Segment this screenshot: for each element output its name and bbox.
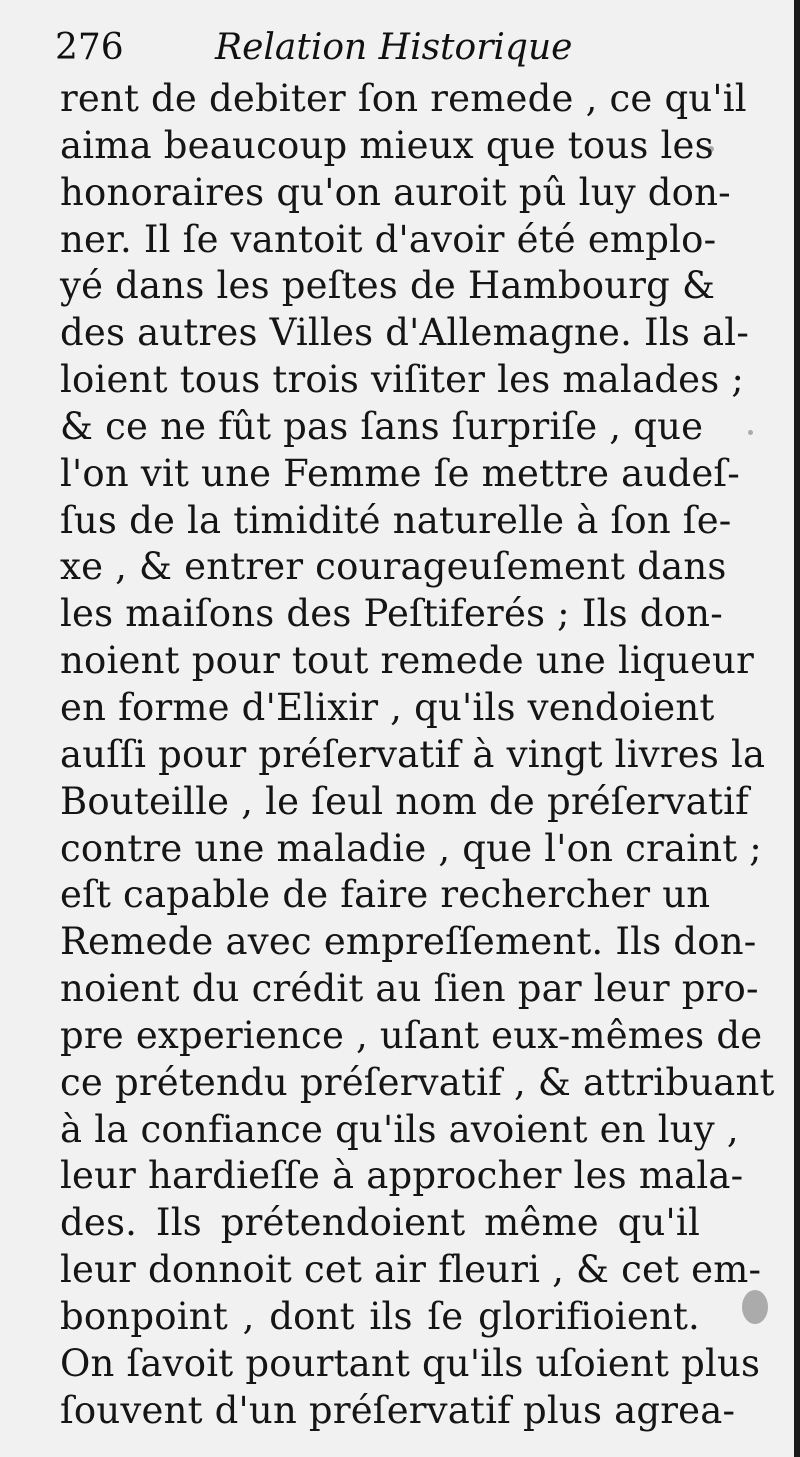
text-line: pre experience , uſant eux-mêmes de — [60, 1013, 763, 1057]
text-line: leur donnoit cet air fleuri , & cet em- — [60, 1248, 762, 1292]
page-header — [55, 24, 715, 84]
text-line: des autres Villes d'Allemagne. Ils al- — [60, 311, 750, 355]
text-line: ner. Il ſe vantoit d'avoir été emplo- — [60, 217, 717, 261]
text-line: Bouteille , le ſeul nom de préſervatif — [60, 779, 750, 823]
text-line: On ſavoit pourtant qu'ils uſoient plus — [60, 1341, 761, 1385]
text-line: en forme d'Elixir , qu'ils vendoient — [60, 685, 715, 729]
page-number: 276 — [55, 27, 124, 68]
body-text — [60, 76, 775, 1434]
paper-speck — [708, 146, 714, 152]
text-line: à la confiance qu'ils avoient en luy , — [60, 1107, 739, 1151]
text-line: leur hardieſſe à approcher les mala- — [60, 1154, 744, 1198]
text-line: yé dans les peſtes de Hambourg & — [60, 264, 716, 308]
text-line: eſt capable de faire rechercher un — [60, 873, 711, 917]
text-line: ce prétendu préſervatif , & attribuant — [60, 1060, 775, 1104]
text-line: loient tous trois viſiter les malades ; — [60, 358, 745, 402]
text-line: des. Ils prétendoient même qu'il — [60, 1201, 700, 1245]
text-line: xe , & entrer courageuſement dans — [60, 545, 727, 589]
paper-speck — [748, 430, 753, 435]
text-line: contre une maladie , que l'on craint ; — [60, 826, 762, 870]
text-line: auſſi pour préſervatif à vingt livres la — [60, 732, 766, 776]
text-line: les maiſons des Peſtiferés ; Ils don- — [60, 592, 723, 636]
text-line: noient du crédit au ſien par leur pro- — [60, 967, 759, 1011]
text-line: Remede avec empreſſement. Ils don- — [60, 920, 757, 964]
text-line: noient pour tout remede une liqueur — [60, 639, 754, 683]
text-line: & ce ne fût pas ſans ſurpriſe , que — [60, 404, 704, 448]
text-line: ſouvent d'un préſervatif plus agrea- — [60, 1388, 736, 1432]
text-line: ſus de la timidité naturelle à ſon ſe- — [60, 498, 732, 542]
text-line: rent de debiter ſon remede , ce qu'il — [60, 77, 747, 120]
paper-speck — [742, 1290, 768, 1324]
text-line: honoraires qu'on auroit pû luy don- — [60, 170, 731, 214]
text-line: bonpoint , dont ils ſe glorifioient. — [60, 1294, 700, 1338]
text-line: l'on vit une Femme ſe mettre audeſ- — [60, 451, 741, 495]
text-line: aima beaucoup mieux que tous les — [60, 123, 714, 167]
running-head: Relation Historique — [215, 27, 573, 68]
